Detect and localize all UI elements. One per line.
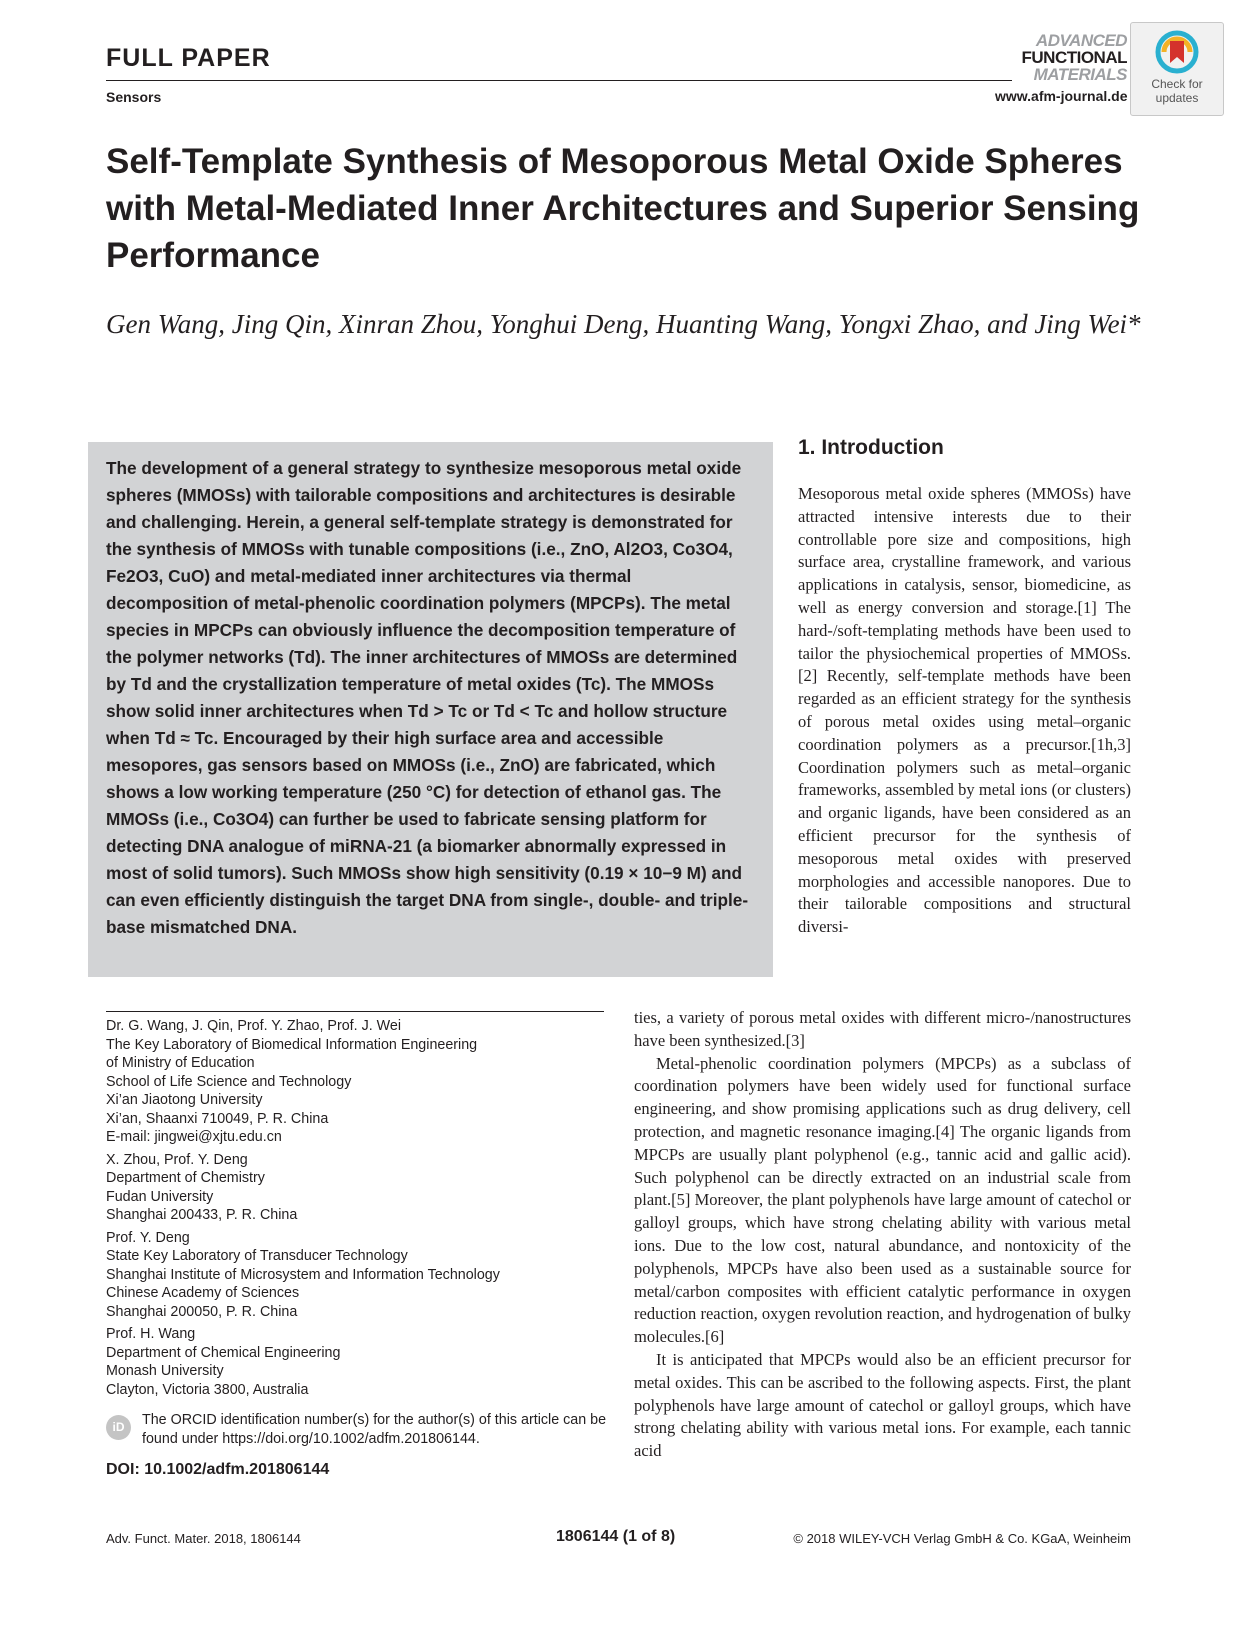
abstract-text: The development of a general strategy to synthesize mesoporous metal oxide spheres (MMOSs) with tailorable compositions and architectures is desirable and challenging. Herein, a general self-template strategy is demonstrated for the synthesis of MMOSs with tunable compositions (i.e., ZnO, Al2O3, Co3O4, Fe2O3, CuO) and metal-mediated inner architectures via thermal decomposition of metal-phenolic coordination polymers (MPCPs). The metal species in MPCPs can obviously influence the decomposition temperature of the polymer networks (Td). The inner architectures of MMOSs are determined by Td and the crystallization temperature of metal oxides (Tc). The MMOSs show solid inner architectures when Td > Tc or Td < Tc and hollow structure when Td ≈ Tc. Encouraged by their high surface area and accessible mesopores, gas sensors based on MMOSs (i.e., ZnO) are fabricated, which shows a low working temperature (250 °C) for detection of ethanol gas. The MMOSs (i.e., Co3O4) can further be used to fabricate sensing platform for detecting DNA analogue of miRNA-21 (a biomarker abnormally expressed in most of solid tumors). Such MMOSs show high sensitivity (0.19 × 10−9 M) and can even efficiently distinguish the target DNA from single-, double- and triple-base mismatched DNA. bbox=[106, 458, 749, 937]
affiliation-line: X. Zhou, Prof. Y. Deng bbox=[106, 1151, 248, 1168]
affiliation-line: Shanghai 200050, P. R. China bbox=[106, 1303, 298, 1320]
doi-label[interactable]: DOI: 10.1002/adfm.201806144 bbox=[106, 1461, 330, 1478]
intro-paragraph: It is anticipated that MPCPs would also be an efficient precursor for metal oxides. This can be ascribed to the following aspects. First, the plant polyphenols have large amount of catechol or galloyl groups, which have strong chelating ability with various metal ions. For example, each tannic acid bbox=[634, 1349, 1131, 1461]
check-updates-badge[interactable] bbox=[1130, 22, 1224, 116]
affiliation-line: Prof. Y. Deng bbox=[106, 1229, 190, 1246]
affiliation-line: Xi’an Jiaotong University bbox=[106, 1092, 263, 1108]
affiliation-line: State Key Laboratory of Transducer Technology bbox=[106, 1248, 408, 1264]
orcid-note[interactable]: The ORCID identification number(s) for the author(s) of this article can be found under https://doi.org/10.1002/adfm.201806144. bbox=[142, 1412, 607, 1447]
journal-logo-line: ADVANCED bbox=[1035, 31, 1127, 50]
affiliation-line: Dr. G. Wang, J. Qin, Prof. Y. Zhao, Prof. J. Wei bbox=[106, 1018, 402, 1034]
affiliation-rule bbox=[106, 1011, 604, 1012]
affiliation-line: of Ministry of Education bbox=[106, 1055, 255, 1071]
intro-paragraph: Metal-phenolic coordination polymers (MPCPs) as a subclass of coordination polymers have been widely used for functional surface engineering, and show promising applications such as drug delivery, cell protection, and magnetic resonance imaging.[4] The organic ligands from MPCPs are usually plant polyphenol (e.g., tannic acid and gallic acid). Such polyphenol can be directly extracted on an industrial scale from plant.[5] Moreover, the plant polyphenols have large amount of catechol or galloyl groups, which have strong chelating ability with various metal ions. Due to the low cost, natural abundance, and nontoxicity of the polyphenols, MPCPs have also been used as a sustainable source for metal/carbon composites with efficient catalytic performance in oxygen reduction reaction, oxygen revolution reaction, and hydrogenation of bulky molecules.[6] bbox=[634, 1053, 1131, 1347]
affiliation-line: School of Life Science and Technology bbox=[106, 1073, 352, 1090]
affiliation-line: Department of Chemical Engineering bbox=[106, 1344, 341, 1361]
section-heading: 1. Introduction bbox=[798, 436, 944, 459]
affiliation-line: Shanghai 200433, P. R. China bbox=[106, 1207, 298, 1223]
affiliation-line: Chinese Academy of Sciences bbox=[106, 1285, 300, 1301]
footer-page-number: 1806144 (1 of 8) bbox=[556, 1528, 676, 1545]
affiliation-block bbox=[106, 1325, 606, 1399]
journal-logo-line: FUNCTIONAL bbox=[1021, 48, 1127, 67]
intro-paragraph: Mesoporous metal oxide spheres (MMOSs) have attracted intensive interests due to their controllable pore size and compositions, high surface area, crystalline framework, and various applications in catalysis, sensor, biomedicine, as well as energy conversion and storage.[1] The hard-/soft-templating methods have been used to tailor the physiochemical properties of MMOSs.[2] Recently, self-template methods have been regarded as an efficient strategy for the synthesis of porous metal oxides using metal–organic coordination polymers as a precursor.[1h,3] Coordination polymers such as metal–organic frameworks, assembled by metal ions (or clusters) and organic ligands, have been considered as an efficient precursor for the synthesis of mesoporous metal oxides with preserved morphologies and accessible nanopores. Due to their tailorable compositions and structural diversi- bbox=[798, 484, 1131, 937]
author-list: Gen Wang, Jing Qin, Xinran Zhou, Yonghui Deng, Huanting Wang, Yongxi Zhao, and Jing Wei* bbox=[106, 309, 1141, 339]
affiliation-line: The Key Laboratory of Biomedical Information Engineering bbox=[106, 1036, 478, 1053]
footer-copyright: © 2018 WILEY-VCH Verlag GmbH & Co. KGaA, Weinheim bbox=[793, 1531, 1131, 1546]
journal-logo-line: MATERIALS bbox=[1033, 65, 1127, 84]
intro-paragraph-continued: ties, a variety of porous metal oxides with different micro-/nanostructures have been synthesized.[3] bbox=[634, 1008, 1131, 1050]
affiliation-line: Xi’an, Shaanxi 710049, P. R. China bbox=[106, 1110, 329, 1127]
affiliations bbox=[106, 1017, 606, 1403]
affiliation-line: Clayton, Victoria 3800, Australia bbox=[106, 1381, 309, 1398]
check-updates-label: Check for updates bbox=[1151, 77, 1203, 105]
journal-logo bbox=[1017, 32, 1127, 83]
journal-url[interactable]: www.afm-journal.de bbox=[995, 88, 1128, 104]
check-updates-icon bbox=[1154, 29, 1200, 75]
section-label: Sensors bbox=[106, 89, 162, 105]
paper-title: Self-Template Synthesis of Mesoporous Metal Oxide Spheres with Metal-Mediated Inner Architectures and Superior Sensing Performance bbox=[106, 142, 1140, 275]
body-column bbox=[634, 1007, 1131, 1463]
affiliation-line: Shanghai Institute of Microsystem and Information Technology bbox=[106, 1266, 500, 1283]
affiliation-block bbox=[106, 1229, 606, 1322]
footer-journal-citation: Adv. Funct. Mater. 2018, 1806144 bbox=[106, 1531, 301, 1546]
orcid-icon: iD bbox=[106, 1415, 131, 1440]
affiliation-email[interactable]: E-mail: jingwei@xjtu.edu.cn bbox=[106, 1129, 282, 1145]
header-label: FULL PAPER bbox=[106, 44, 271, 72]
affiliation-line: Prof. H. Wang bbox=[106, 1326, 196, 1342]
affiliation-line: Fudan University bbox=[106, 1188, 214, 1205]
affiliation-line: Monash University bbox=[106, 1363, 224, 1379]
affiliation-block bbox=[106, 1017, 606, 1147]
affiliation-line: Department of Chemistry bbox=[106, 1170, 265, 1186]
header-rule bbox=[106, 80, 1012, 81]
affiliation-block bbox=[106, 1151, 606, 1225]
